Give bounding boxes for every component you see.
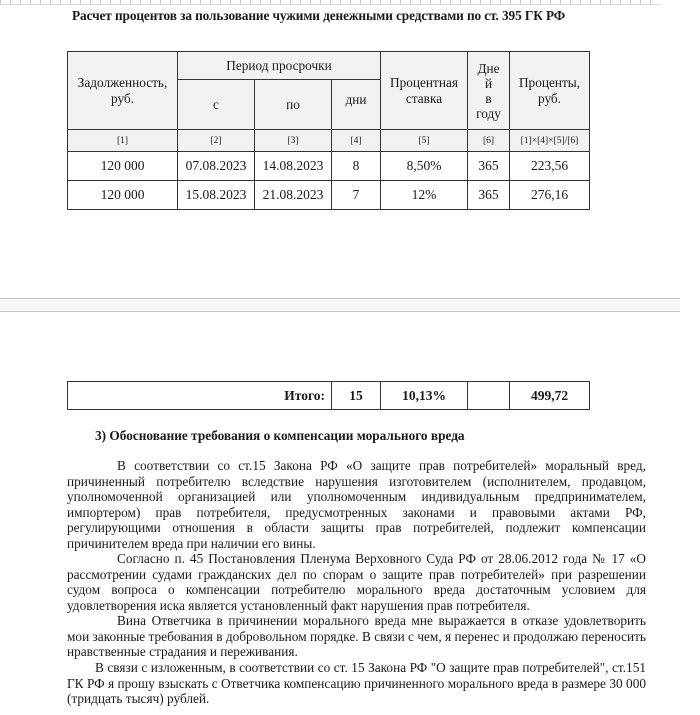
index-row — [68, 130, 590, 152]
cell-to: 21.08.2023 — [255, 181, 332, 210]
document-title: Расчет процентов за пользование чужими денежными средствами по ст. 395 ГК РФ — [72, 8, 566, 23]
total-table — [67, 381, 590, 410]
section-title: 3) Обоснование требования о компенсации морального вреда — [95, 428, 465, 443]
header-from: с — [178, 80, 255, 130]
interest-calculation-table — [67, 51, 590, 210]
total-days: 15 — [332, 382, 381, 410]
total-row — [68, 382, 590, 410]
header-debt: Задолженность, руб. — [68, 52, 178, 130]
header-interest: Проценты, руб. — [510, 52, 590, 130]
cell-from: 15.08.2023 — [178, 181, 255, 210]
cell-debt: 120 000 — [68, 181, 178, 210]
header-rate: Процентная ставка — [381, 52, 468, 130]
index-cell: [4] — [332, 130, 381, 152]
index-cell: [1]×[4]×[5]/[6] — [510, 130, 590, 152]
index-cell: [6] — [468, 130, 510, 152]
page-break — [0, 298, 680, 312]
total-rate: 10,13% — [381, 382, 468, 410]
paragraph: Вина Ответчика в причинении морального вреда мне выражается в отказе удовлетворить мои законные требования в добровольном порядке. В связи с чем, я перенес и продолжаю переносить нравственные страдания и переживания. — [67, 613, 646, 660]
table-row — [68, 152, 590, 181]
paragraph: В соответствии со ст.15 Закона РФ «О защите прав потребителей» моральный вред, причиненный потребителю вследствие нарушения изготовителем (исполнителем, продавцом, уполномоченной организацией или уполномоченным индивидуальным предпринимателем, импортером) прав потребителя, предусмотренных законами и правовыми актами РФ, регулирующими отношения в области защиты прав потребителей, подлежит компенсации причинителем вреда при наличии его вины. — [67, 458, 646, 551]
header-period: Период просрочки — [178, 52, 381, 80]
cell-interest: 223,56 — [510, 152, 590, 181]
cell-from: 07.08.2023 — [178, 152, 255, 181]
cell-rate: 8,50% — [381, 152, 468, 181]
index-cell: [5] — [381, 130, 468, 152]
cell-days-in-year: 365 — [468, 152, 510, 181]
paragraph: Согласно п. 45 Постановления Пленума Верховного Суда РФ от 28.06.2012 года № 17 «О рассмотрении судами гражданских дел по спорам о защите прав потребителей» при разрешении судом вопроса о компенсации потребителю морального вреда достаточным условием для удовлетворения иска является установленный факт нарушения прав потребителя. — [67, 551, 646, 613]
cell-debt: 120 000 — [68, 152, 178, 181]
index-cell: [3] — [255, 130, 332, 152]
total-label: Итого: — [68, 382, 332, 410]
total-days-in-year — [468, 382, 510, 410]
cell-interest: 276,16 — [510, 181, 590, 210]
header-days-in-year: Дне й в году — [468, 52, 510, 130]
table-row — [68, 181, 590, 210]
cell-days: 7 — [332, 181, 381, 210]
header-to: по — [255, 80, 332, 130]
cell-rate: 12% — [381, 181, 468, 210]
index-cell: [2] — [178, 130, 255, 152]
cell-to: 14.08.2023 — [255, 152, 332, 181]
paragraph: В связи с изложенным, в соответствии со ст. 15 Закона РФ "О защите прав потребителей", ст.151 ГК РФ я прошу взыскать с Ответчика компенсацию причиненного морального вреда в размере 30 000 (тридцать тысяч) рублей. — [67, 660, 646, 707]
cell-days-in-year: 365 — [468, 181, 510, 210]
header-days: дни — [332, 80, 381, 130]
total-interest: 499,72 — [510, 382, 590, 410]
previous-element-border — [0, 0, 660, 5]
cell-days: 8 — [332, 152, 381, 181]
index-cell: [1] — [68, 130, 178, 152]
